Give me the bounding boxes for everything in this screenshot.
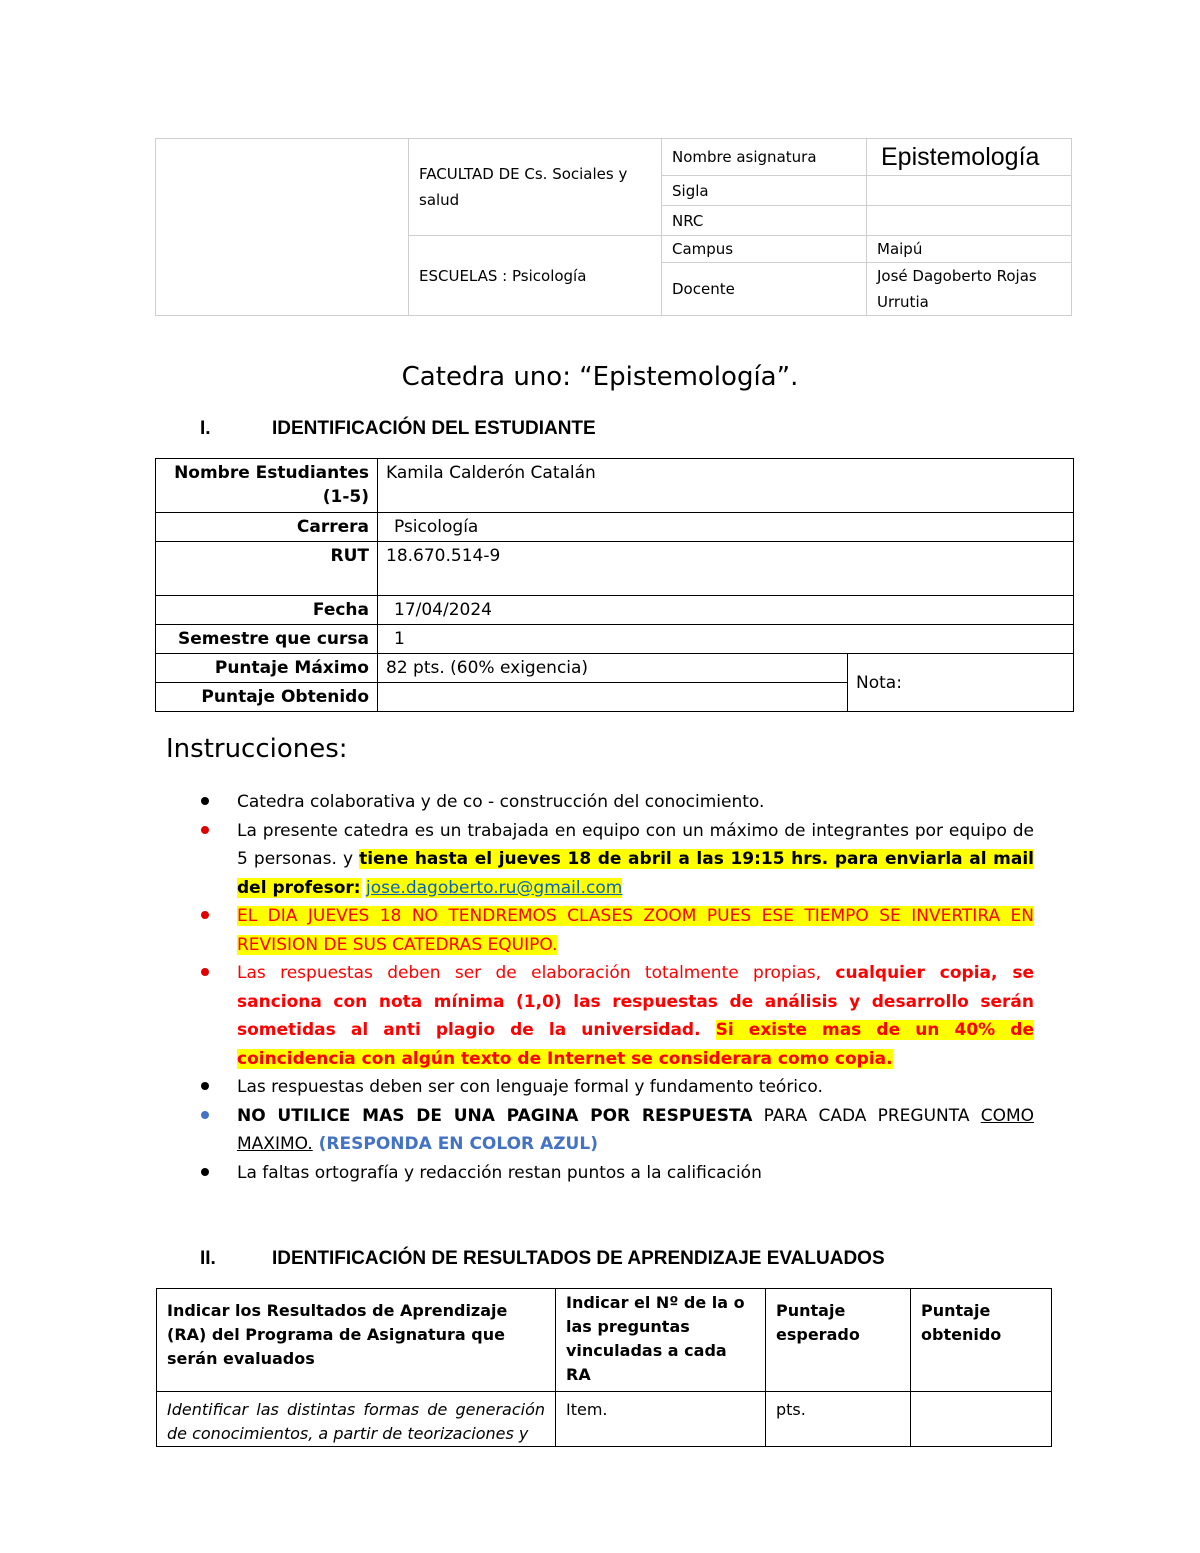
page-title: Catedra uno: “Epistemología”. [401,362,799,392]
list-item: La faltas ortografía y redacción restan puntos a la calificación [200,1159,1034,1188]
ra-header-1: Indicar los Resultados de Aprendizaje (RA) del Programa de Asignatura que serán evaluados [157,1289,556,1392]
section1-number: I. [200,418,211,439]
puntaje-obt-label: Puntaje Obtenido [156,683,378,712]
rut-label: RUT [156,542,378,596]
nombre-value: Kamila Calderón Catalán [378,459,1074,513]
nrc-label: NRC [662,206,867,236]
nrc-value [867,206,1072,236]
ra-cell: Item. [556,1392,766,1447]
sigla-label: Sigla [662,176,867,206]
semestre-label: Semestre que cursa [156,625,378,654]
instrucciones-title: Instrucciones: [166,734,348,764]
campus-label: Campus [662,236,867,263]
list-item: NO UTILICE MAS DE UNA PAGINA POR RESPUESTA PARA CADA PREGUNTA COMO MAXIMO. (RESPONDA EN COLOR AZUL) [200,1102,1034,1159]
bullet-icon [201,1082,209,1090]
ra-cell [911,1392,1052,1447]
bullet-icon [201,1168,209,1176]
docente-value: José Dagoberto Rojas Urrutia [867,263,1072,316]
ra-table [156,1288,1052,1447]
list-item: Catedra colaborativa y de co - construcción del conocimiento. [200,788,1034,817]
carrera-value: Psicología [378,513,1074,542]
list-item: Las respuestas deben ser de elaboración totalmente propias, cualquier copia, se sanciona con nota mínima (1,0) las respuestas de análisis y desarrollo serán sometidas al anti plagio de la universidad. Si existe mas de un 40% de coincidencia con algún texto de Internet se considerara como copia. [200,959,1034,1073]
profesor-email-link[interactable]: jose.dagoberto.ru@gmail.com [366,877,623,898]
ra-header-2: Indicar el Nº de la o las preguntas vinculadas a cada RA [556,1289,766,1392]
ra-header-4: Puntaje obtenido [911,1289,1052,1392]
fecha-value: 17/04/2024 [378,596,1074,625]
facultad-cell: FACULTAD DE Cs. Sociales y salud [409,139,662,236]
nota-label: Nota: [848,654,1074,712]
list-item: Las respuestas deben ser con lenguaje formal y fundamento teórico. [200,1073,1034,1102]
semestre-value: 1 [378,625,1074,654]
campus-value: Maipú [867,236,1072,263]
bullet-icon [201,826,209,834]
escuelas-cell: ESCUELAS : Psicología [409,236,662,316]
nombre-asignatura-label: Nombre asignatura [662,139,867,176]
student-table [155,458,1074,712]
logo-cell [156,139,409,316]
header-table [155,138,1072,316]
ra-cell: pts. [766,1392,911,1447]
list-item: EL DIA JUEVES 18 NO TENDREMOS CLASES ZOOM PUES ESE TIEMPO SE INVERTIRA EN REVISION DE SUS CATEDRAS EQUIPO. [200,902,1034,959]
bullet-icon [201,911,209,919]
ra-cell: Identificar las distintas formas de generación de conocimientos, a partir de teorizaciones y [157,1392,556,1447]
puntaje-max-label: Puntaje Máximo [156,654,378,683]
nombre-label: Nombre Estudiantes (1-5) [156,459,378,513]
section1-title: IDENTIFICACIÓN DEL ESTUDIANTE [272,418,596,439]
section2-number: II. [200,1248,216,1269]
ra-header-3: Puntaje esperado [766,1289,911,1392]
bullet-icon [201,968,209,976]
rut-value: 18.670.514-9 [378,542,1074,596]
instrucciones-list [200,788,1034,1187]
docente-label: Docente [662,263,867,316]
nombre-asignatura-value: Epistemología [867,139,1072,176]
puntaje-obt-value [378,683,848,712]
puntaje-max-value: 82 pts. (60% exigencia) [378,654,848,683]
list-item: La presente catedra es un trabajada en equipo con un máximo de integrantes por equipo de 5 personas. y tiene hasta el jueves 18 de abril a las 19:15 hrs. para enviarla al mail del profesor: jose.dagoberto.ru@gmail.com [200,817,1034,903]
section2-title: IDENTIFICACIÓN DE RESULTADOS DE APRENDIZAJE EVALUADOS [272,1248,885,1269]
fecha-label: Fecha [156,596,378,625]
bullet-icon [201,797,209,805]
sigla-value [867,176,1072,206]
bullet-icon [201,1111,209,1119]
carrera-label: Carrera [156,513,378,542]
